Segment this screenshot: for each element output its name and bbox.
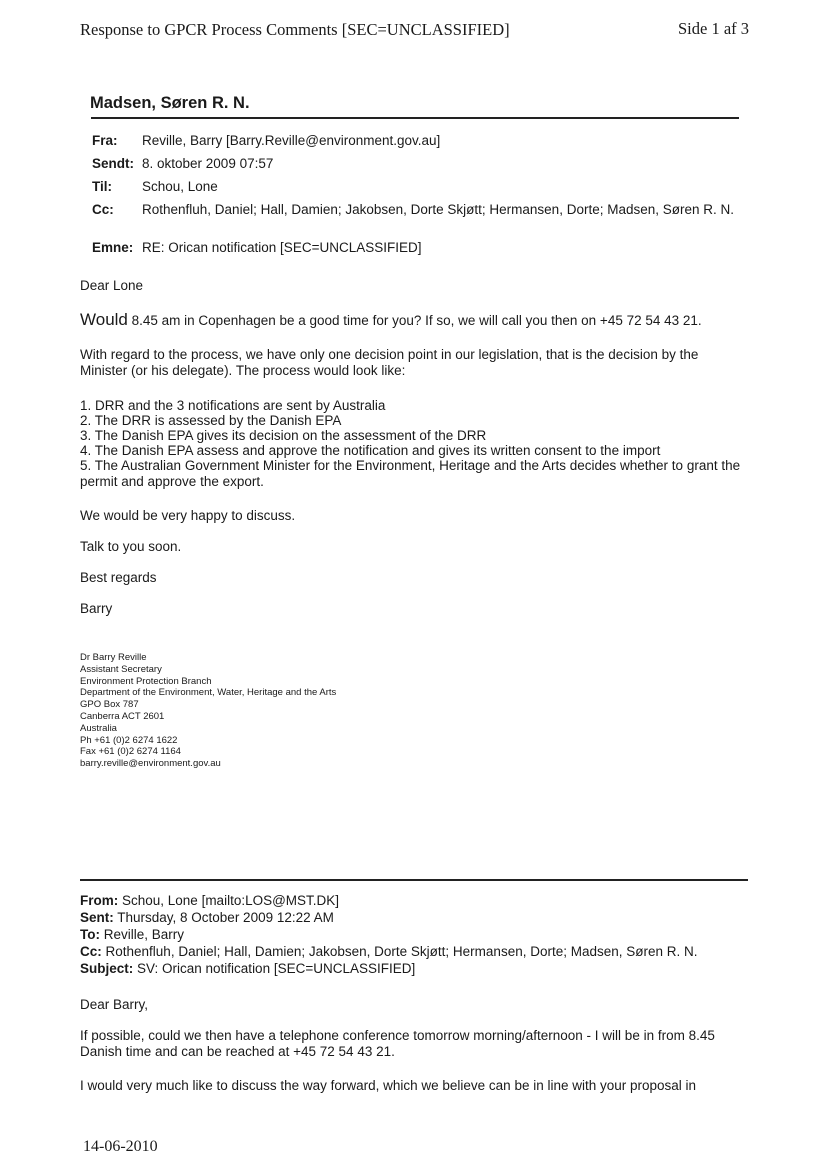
process-step: 4. The Danish EPA assess and approve the notification and gives its written consent to the import (80, 443, 661, 458)
signature-line: Department of the Environment, Water, Heritage and the Arts (80, 687, 337, 699)
original-paragraph-1: If possible, could we then have a telephone conference tomorrow morning/afternoon - I will be in from 8.45 Danish time and can be reached at +45 72 54 43 21. (80, 1028, 715, 1059)
signature-block (80, 652, 336, 770)
reply-sender-name: Barry (80, 601, 113, 616)
signature-line: Australia (80, 722, 117, 734)
signature-line: Ph +61 (0)2 6274 1622 (80, 734, 178, 746)
cc-value: Rothenfluh, Daniel; Hall, Damien; Jakobsen, Dorte Skjøtt; Hermansen, Dorte; Madsen, Søren R. N. (101, 944, 698, 959)
subject-value: SV: Orican notification [SEC=UNCLASSIFIED] (133, 961, 416, 976)
signature-line: Environment Protection Branch (80, 675, 212, 687)
process-step: 1. DRR and the 3 notifications are sent by Australia (80, 398, 386, 413)
signature-line: Assistant Secretary (80, 663, 162, 675)
reply-paragraph-1-rest: 8.45 am in Copenhagen be a good time for you? If so, we will call you then on +45 72 54 43 21. (127, 313, 702, 328)
page-number: Side 1 af 3 (678, 19, 750, 38)
sent-label: Sent: (80, 910, 114, 925)
reply-closing: Best regards (80, 570, 157, 585)
message-divider (80, 879, 748, 881)
cc-value: Rothenfluh, Daniel; Hall, Damien; Jakobsen, Dorte Skjøtt; Hermansen, Dorte; Madsen, Søren R. N. (142, 202, 734, 217)
reply-paragraph-4: Talk to you soon. (80, 539, 182, 554)
process-step: 3. The Danish EPA gives its decision on the assessment of the DRR (80, 428, 487, 443)
reply-paragraph-3: We would be very happy to discuss. (80, 508, 296, 523)
original-greeting: Dear Barry, (80, 997, 149, 1012)
signature-line: barry.reville@environment.gov.au (80, 758, 221, 770)
signature-line: GPO Box 787 (80, 699, 139, 711)
sendt-label: Sendt: (92, 156, 134, 171)
original-paragraph-2: I would very much like to discuss the way forward, which we believe can be in line with your proposal in (80, 1078, 697, 1093)
printed-by-name: Madsen, Søren R. N. (90, 94, 250, 112)
signature-line: Dr Barry Reville (80, 652, 147, 663)
signature-line: Canberra ACT 2601 (80, 710, 165, 722)
from-label: From: (80, 893, 119, 908)
emne-value: RE: Orican notification [SEC=UNCLASSIFIED] (142, 240, 422, 255)
fra-label: Fra: (92, 133, 118, 148)
signature-line: Fax +61 (0)2 6274 1164 (80, 746, 181, 758)
reply-paragraph-1 (80, 312, 760, 329)
reply-paragraph-1-lead: Would (80, 310, 128, 329)
process-step: 5. The Australian Government Minister for the Environment, Heritage and the Arts decides whether to grant the permit and approve the export. (80, 458, 741, 489)
page-header-title: Response to GPCR Process Comments [SEC=UNCLASSIFIED] (80, 20, 510, 39)
from-value: Schou, Lone [mailto:LOS@MST.DK] (118, 893, 340, 908)
cc-label: Cc: (92, 202, 114, 217)
to-value: Reville, Barry (100, 927, 185, 942)
emne-label: Emne: (92, 240, 134, 255)
til-value: Schou, Lone (142, 179, 218, 194)
cc-label: Cc: (80, 944, 102, 959)
reply-greeting: Dear Lone (80, 278, 144, 293)
til-label: Til: (92, 179, 112, 194)
subject-label: Subject: (80, 961, 134, 976)
header-divider (91, 117, 739, 119)
fra-value: Reville, Barry [Barry.Reville@environment.gov.au] (142, 133, 441, 148)
footer-date: 14-06-2010 (83, 1138, 158, 1155)
to-label: To: (80, 927, 100, 942)
sent-value: Thursday, 8 October 2009 12:22 AM (113, 910, 334, 925)
reply-paragraph-2: With regard to the process, we have only one decision point in our legislation, that is the decision by the Minister (or his delegate). The process would look like: (80, 347, 699, 378)
sendt-value: 8. oktober 2009 07:57 (142, 156, 274, 171)
process-step: 2. The DRR is assessed by the Danish EPA (80, 413, 342, 428)
